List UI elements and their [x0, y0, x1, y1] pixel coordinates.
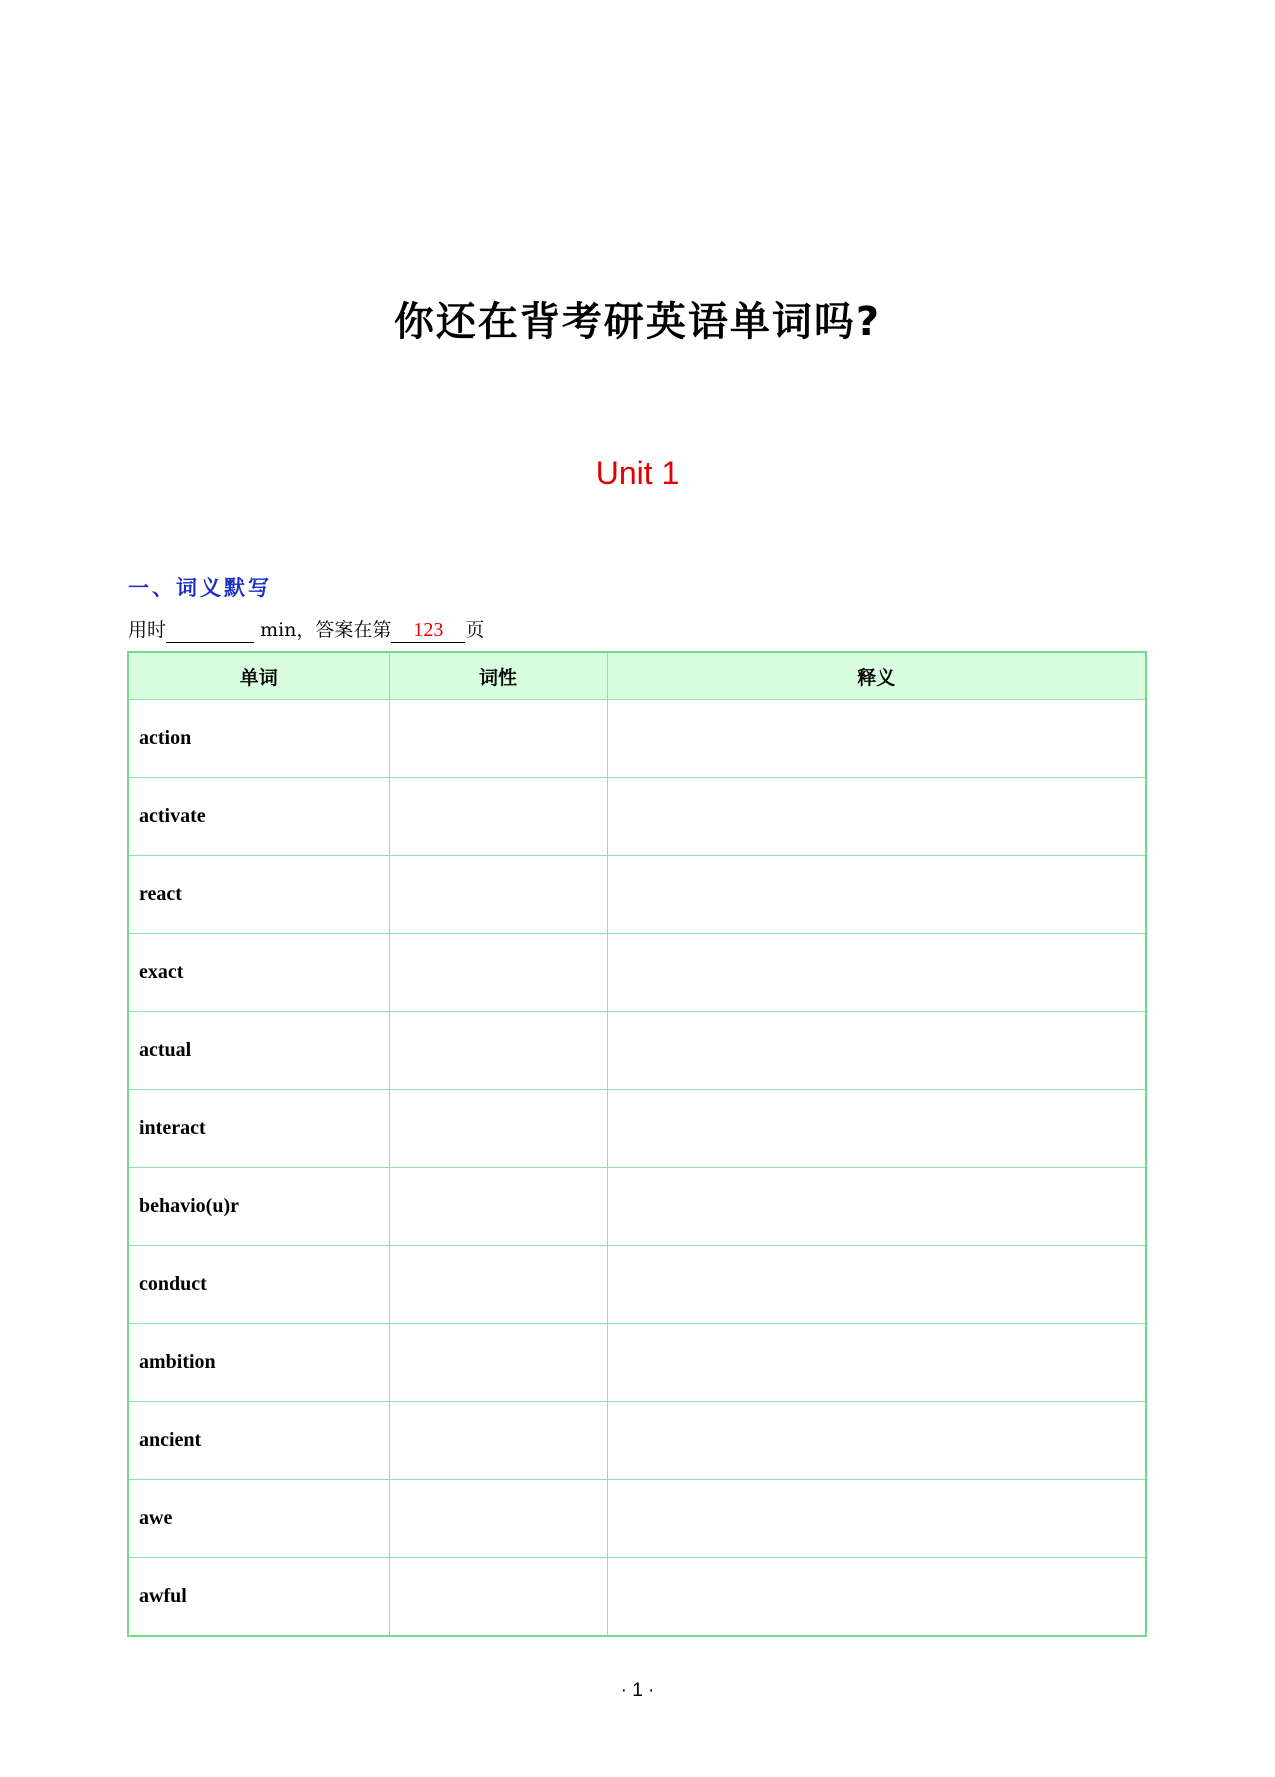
meaning-cell[interactable]: [607, 1090, 1146, 1168]
timing-suffix: 页: [465, 619, 485, 641]
meaning-cell[interactable]: [607, 700, 1146, 778]
pos-cell[interactable]: [389, 1012, 607, 1090]
word-cell: ambition: [128, 1324, 389, 1402]
header-word: 单词: [128, 652, 389, 700]
pos-cell[interactable]: [389, 934, 607, 1012]
table-header-row: [128, 652, 1146, 700]
meaning-cell[interactable]: [607, 856, 1146, 934]
pos-cell[interactable]: [389, 1090, 607, 1168]
table-row: [128, 700, 1146, 778]
meaning-cell[interactable]: [607, 1480, 1146, 1558]
table-row: [128, 934, 1146, 1012]
meaning-cell[interactable]: [607, 1558, 1146, 1637]
pos-cell[interactable]: [389, 700, 607, 778]
meaning-cell[interactable]: [607, 1246, 1146, 1324]
table-row: [128, 1480, 1146, 1558]
header-meaning: 释义: [607, 652, 1146, 700]
word-cell: action: [128, 700, 389, 778]
section-heading: 一、词义默写: [128, 576, 272, 600]
meaning-cell[interactable]: [607, 1324, 1146, 1402]
meaning-cell[interactable]: [607, 1168, 1146, 1246]
word-cell: activate: [128, 778, 389, 856]
vocab-table: [127, 651, 1147, 1637]
table-row: [128, 778, 1146, 856]
unit-heading: Unit 1: [595, 455, 680, 491]
header-pos: 词性: [389, 652, 607, 700]
pos-cell[interactable]: [389, 1480, 607, 1558]
table-row: [128, 1402, 1146, 1480]
meaning-cell[interactable]: [607, 1012, 1146, 1090]
pos-cell[interactable]: [389, 1558, 607, 1637]
table-row: [128, 856, 1146, 934]
page-title: 你还在背考研英语单词吗?: [393, 299, 882, 345]
table-row: [128, 1558, 1146, 1637]
timing-prefix: 用时: [128, 619, 167, 641]
word-cell: interact: [128, 1090, 389, 1168]
table-row: [128, 1324, 1146, 1402]
pos-cell[interactable]: [389, 778, 607, 856]
table-row: [128, 1168, 1146, 1246]
table-row: [128, 1090, 1146, 1168]
pos-cell[interactable]: [389, 856, 607, 934]
table-row: [128, 1012, 1146, 1090]
word-cell: awe: [128, 1480, 389, 1558]
time-blank: [166, 622, 254, 643]
word-cell: react: [128, 856, 389, 934]
answer-page: 123: [391, 619, 465, 643]
word-cell: ancient: [128, 1402, 389, 1480]
table-row: [128, 1246, 1146, 1324]
word-cell: exact: [128, 934, 389, 1012]
page-number: · 1 ·: [620, 1680, 655, 1701]
meaning-cell[interactable]: [607, 934, 1146, 1012]
meaning-cell[interactable]: [607, 1402, 1146, 1480]
word-cell: conduct: [128, 1246, 389, 1324]
word-cell: behavio(u)r: [128, 1168, 389, 1246]
meaning-cell[interactable]: [607, 778, 1146, 856]
pos-cell[interactable]: [389, 1246, 607, 1324]
word-cell: awful: [128, 1558, 389, 1637]
pos-cell[interactable]: [389, 1324, 607, 1402]
timing-mid: min，答案在第: [260, 619, 392, 641]
pos-cell[interactable]: [389, 1402, 607, 1480]
word-cell: actual: [128, 1012, 389, 1090]
timing-line: [128, 615, 484, 643]
pos-cell[interactable]: [389, 1168, 607, 1246]
